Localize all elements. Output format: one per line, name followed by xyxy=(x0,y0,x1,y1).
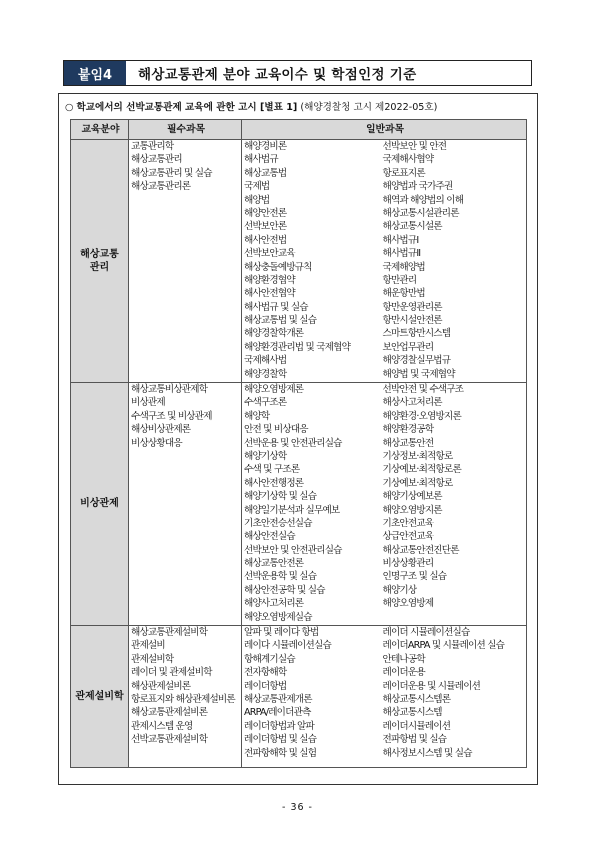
course-item: 해상교통법 및 실습 xyxy=(244,315,317,327)
course-item: 안테나공학 xyxy=(382,653,425,665)
course-item: 레이더 시뮬레이션실습 xyxy=(382,627,470,638)
course-item: 해양오염방지론 xyxy=(382,504,442,516)
course-item: 선박보안론 xyxy=(244,221,287,233)
course-item: 항만시설안전론 xyxy=(382,315,442,327)
table-header-row xyxy=(71,120,527,140)
course-item: 해양경찰실무법규 xyxy=(382,355,451,367)
course-item: 전파항법 및 실습 xyxy=(382,734,447,746)
course-item: 레이더항법과 알파 xyxy=(244,720,314,732)
annex-header xyxy=(63,60,532,86)
table-row xyxy=(71,626,527,768)
col-header-required: 필수과목 xyxy=(129,120,242,140)
course-item: 레이더운용 xyxy=(382,667,425,679)
category-cell xyxy=(71,383,129,626)
course-item: 해사안전법 xyxy=(244,234,287,246)
page-number: - 36 - xyxy=(282,802,313,813)
required-courses-cell xyxy=(129,626,242,768)
course-item: 보안업무관리 xyxy=(382,341,434,353)
caption-main: 학교에서의 선박교통관제 교육에 관한 고시 [별표 1] xyxy=(76,102,298,113)
required-courses-cell xyxy=(129,140,242,383)
course-item: 기초안전교육 xyxy=(382,517,434,529)
course-item: 해상안전실습 xyxy=(244,531,295,543)
course-item: 해양경찰학 xyxy=(244,368,287,380)
category-cell xyxy=(71,626,129,768)
course-item: 해상안전공학 및 실습 xyxy=(244,584,325,596)
course-item: 해양오염방제실습 xyxy=(244,611,312,623)
course-item: 관제설비 xyxy=(131,640,165,652)
course-item: 선박운용학 및 실습 xyxy=(244,571,317,583)
course-item: 해사안전협약 xyxy=(244,288,295,300)
table-caption xyxy=(65,99,437,113)
course-item: 해상교통시설론 xyxy=(382,221,442,233)
course-item: 해상교통시설관리론 xyxy=(382,207,459,219)
course-item: 레이더ARPA 및 시뮬레이션 실습 xyxy=(382,640,505,652)
course-item: 안전 및 비상대응 xyxy=(244,424,308,436)
course-item: 해상교통법 xyxy=(244,167,287,179)
col-header-field: 교육분야 xyxy=(71,120,129,140)
bullet-icon: ○ xyxy=(65,102,74,113)
annex-badge: 붙임4 xyxy=(64,61,126,85)
course-item: 해양법과 국가주권 xyxy=(382,181,453,193)
category-label: 관제설비학 xyxy=(75,690,124,702)
course-item: 국제해양법 xyxy=(382,261,425,273)
course-item: 국제법 xyxy=(244,181,270,193)
course-item: 해사안전행정론 xyxy=(244,477,304,489)
category-label: 비상관제 xyxy=(80,498,119,510)
course-item: 항만운영관리론 xyxy=(382,301,442,313)
course-item: 선박보안 및 안전관리실습 xyxy=(244,544,342,556)
course-item: ARPA/레이더관측 xyxy=(244,707,311,719)
course-item: 해양기상 xyxy=(382,584,417,596)
general-courses-left-cell xyxy=(242,140,381,383)
course-item: 해상교통안전론 xyxy=(244,558,304,570)
course-item: 기상예보·최적항로론 xyxy=(382,464,461,476)
course-item: 기초안전승선실습 xyxy=(244,517,312,529)
course-item: 항로표지와 해상관제설비론 xyxy=(131,693,235,705)
course-item: 상급안전교육 xyxy=(382,531,434,543)
required-courses-cell xyxy=(129,383,242,626)
table-row xyxy=(71,140,527,383)
course-item: 해양일기분석과 실무예보 xyxy=(244,504,340,516)
course-item: 국제해사법 xyxy=(244,355,287,367)
course-item: 해양법 및 국제협약 xyxy=(382,368,455,380)
category-cell xyxy=(71,140,129,383)
course-item: 해양환경공학 xyxy=(382,424,434,436)
course-item: 해상비상관제론 xyxy=(131,424,191,436)
general-courses-right-cell xyxy=(381,626,527,768)
course-item: 해사법규Ⅱ xyxy=(382,248,421,260)
course-item: 기상정보·최적항로 xyxy=(382,450,453,462)
course-item: 레이더항법 및 실습 xyxy=(244,734,317,746)
course-item: 레이더 및 관제설비학 xyxy=(131,667,212,679)
general-courses-left-cell xyxy=(242,383,381,626)
course-item: 해상교통관리 및 실습 xyxy=(131,167,212,179)
course-item: 기상예보·최적항로 xyxy=(382,477,453,489)
course-item: 레이다 시뮬레이션실습 xyxy=(244,640,331,652)
course-item: 해양기상학 xyxy=(244,450,287,462)
course-item: 해양법 xyxy=(244,194,270,206)
course-item: 항로표지론 xyxy=(382,167,425,179)
col-header-general: 일반과목 xyxy=(242,120,527,140)
course-item: 전자항해학 xyxy=(244,667,287,679)
course-item: 해상교통관리론 xyxy=(131,181,191,193)
course-item: 해양학 xyxy=(244,410,270,422)
caption-sub: (해양경찰청 고시 제2022-05호) xyxy=(297,102,438,113)
course-item: 선박교통관제설비학 xyxy=(131,734,208,746)
course-item: 해양환경협약 xyxy=(244,274,295,286)
course-item: 해양오염방제 xyxy=(382,598,434,610)
course-item: 해상충돌예방규칙 xyxy=(244,261,312,273)
course-item: 레이더운용 및 시뮬레이션 xyxy=(382,680,481,692)
course-item: 해양경비론 xyxy=(244,141,287,152)
course-item: 항만관리 xyxy=(382,274,417,286)
course-item: 국제해사협약 xyxy=(382,154,434,166)
annex-title: 해상교통관제 분야 교육이수 및 학점인정 기준 xyxy=(138,67,417,83)
course-item: 선박안전 및 수색구조 xyxy=(382,384,464,395)
course-item: 해상교통관리 xyxy=(131,154,182,166)
course-item: 해상교통관제설비학 xyxy=(131,627,208,638)
course-item: 해상관제설비론 xyxy=(131,680,191,692)
general-courses-right-cell xyxy=(381,140,527,383)
table-row xyxy=(71,383,527,626)
course-item: 해양환경관리법 및 국제협약 xyxy=(244,341,351,353)
course-item: 해양사고처리론 xyxy=(244,598,304,610)
content-box xyxy=(58,93,538,785)
course-item: 해상교통안전진단론 xyxy=(382,544,459,556)
course-item: 비상상황관리 xyxy=(382,558,434,570)
course-item: 비상관제 xyxy=(131,397,165,409)
course-item: 해사법규Ⅰ xyxy=(382,234,419,246)
general-courses-left-cell xyxy=(242,626,381,768)
course-item: 전파항해학 및 실험 xyxy=(244,747,317,759)
course-item: 관제시스템 운영 xyxy=(131,720,193,732)
course-item: 해사정보시스템 및 실습 xyxy=(382,747,472,759)
course-item: 해양오염방제론 xyxy=(244,384,304,395)
course-item: 해사법규 및 실습 xyxy=(244,301,308,313)
course-item: 해운항만법 xyxy=(382,288,425,300)
course-item: 해상교통관제개론 xyxy=(244,693,312,705)
course-item: 해양기상학 및 실습 xyxy=(244,491,317,503)
course-item: 선박운용 및 안전관리실습 xyxy=(244,437,342,449)
course-item: 스마트항만시스템 xyxy=(382,328,451,340)
course-item: 비상상황대응 xyxy=(131,437,182,449)
course-item: 교통관리학 xyxy=(131,141,174,152)
course-item: 해양기상예보론 xyxy=(382,491,442,503)
course-item: 해상교통비상관제학 xyxy=(131,384,208,395)
course-item: 해상교통안전 xyxy=(382,437,434,449)
course-item: 해상사고처리론 xyxy=(382,397,442,409)
category-label: 해상교통 관리 xyxy=(80,248,119,273)
course-item: 선박보안교육 xyxy=(244,248,295,260)
course-item: 해양환경·오염방지론 xyxy=(382,410,461,422)
course-item: 해사법규 xyxy=(244,154,278,166)
course-item: 관제설비학 xyxy=(131,653,174,665)
course-item: 수색구조론 xyxy=(244,397,287,409)
course-item: 선박보안 및 안전 xyxy=(382,141,447,152)
course-item: 해역과 해양법의 이해 xyxy=(382,194,464,206)
course-item: 알파 및 레이다 항법 xyxy=(244,627,319,638)
course-item: 수색구조 및 비상관제 xyxy=(131,410,212,422)
course-item: 해양안전론 xyxy=(244,207,287,219)
course-item: 수색 및 구조론 xyxy=(244,464,300,476)
course-item: 해상교통관제설비론 xyxy=(131,707,208,719)
course-item: 해양경찰학개론 xyxy=(244,328,304,340)
curriculum-table xyxy=(70,119,527,768)
general-courses-right-cell xyxy=(381,383,527,626)
course-item: 항해계기실습 xyxy=(244,653,295,665)
course-item: 인명구조 및 실습 xyxy=(382,571,447,583)
course-item: 레이더항법 xyxy=(244,680,287,692)
course-item: 레이더시뮬레이션 xyxy=(382,720,451,732)
course-item: 해상교통시스템 xyxy=(382,707,442,719)
course-item: 해상교통시스템론 xyxy=(382,693,451,705)
